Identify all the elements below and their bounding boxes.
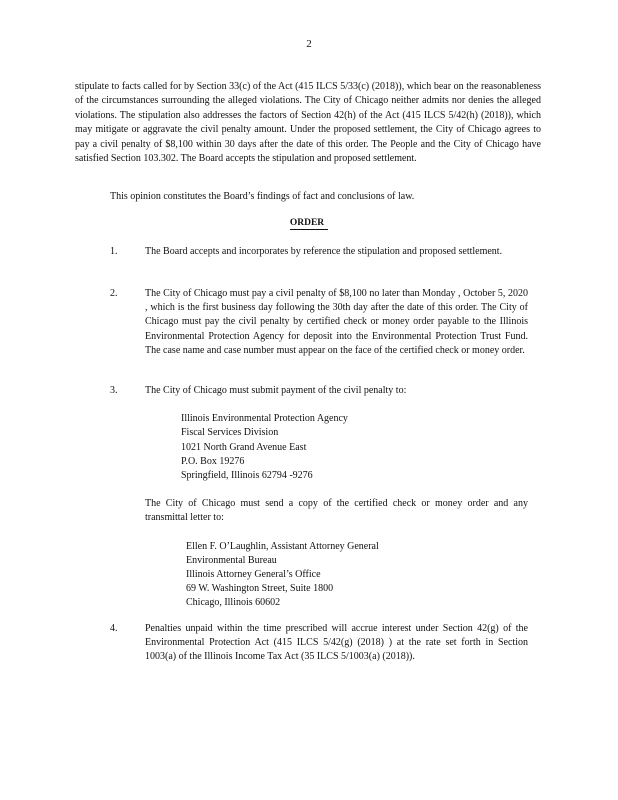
attorney-address-block [186, 540, 528, 611]
item-number: 3. [110, 385, 118, 396]
order-item-3 [110, 384, 530, 614]
address-line: Chicago, Illinois 60602 [186, 597, 281, 609]
opinion-statement: This opinion constitutes the Board’s findings of fact and conclusions of law. [110, 191, 415, 202]
address-line: Springfield, Illinois 62794 -9276 [181, 470, 313, 482]
page-number: 2 [306, 38, 312, 50]
order-item-2 [110, 287, 530, 373]
item-text: The Board accepts and incorporates by reference the stipulation and proposed settlement. [145, 246, 503, 257]
item-3-transmittal-text: The City of Chicago must send a copy of the certified check or money order and any transmittal letter to: [145, 498, 528, 524]
address-line: Environmental Bureau [186, 554, 277, 566]
order-item-4 [110, 622, 530, 682]
item-text [145, 384, 528, 611]
item-text: Penalties unpaid within the time prescribed will accrue interest under Section 42(g) of the Environmental Protection Act (415 ILCS 5/42(g) (2018) ) at the rate set forth in Section 1003(a) of the Illinois Income Tax Act (35 ILCS 5/1003(a) (2018)). [145, 623, 528, 663]
address-line: Ellen F. O’Laughlin, Assistant Attorney General [186, 540, 379, 552]
item-number: 2. [110, 288, 118, 299]
item-text: The City of Chicago must pay a civil penalty of $8,100 no later than Monday , October 5, 2020 , which is the first business day following the 30th day after the date of this order. The City of Chicago must pay the civil penalty by certified check or money order payable to the Illinois Environmental Protection Agency for deposit into the Environmental Protection Trust Fund. The case name and case number must appear on the face of the certified check or money order. [145, 288, 528, 356]
address-line: P.O. Box 19276 [181, 455, 245, 467]
item-number: 4. [110, 623, 118, 634]
order-heading: ORDER [290, 218, 328, 230]
item-number: 1. [110, 246, 118, 257]
item-3-intro-text: The City of Chicago must submit payment of the civil penalty to: [145, 385, 407, 396]
address-line: 69 W. Washington Street, Suite 1800 [186, 583, 334, 595]
address-line: 1021 North Grand Avenue East [181, 441, 307, 453]
order-heading-row [0, 218, 618, 228]
address-line: Illinois Attorney General’s Office [186, 569, 321, 581]
intro-paragraph: stipulate to facts called for by Section 33(c) of the Act (415 ILCS 5/33(c) (2018)), which bear on the reasonableness of the circumstances surrounding the alleged violations. The City of Chicago neither admits nor denies the alleged violations. The stipulation also addresses the factors of Section 42(h) of the Act (415 ILCS 5/42(h) (2018)), which may mitigate or aggravate the civil penalty amount. Under the proposed settlement, the City of Chicago agrees to pay a civil penalty of $8,100 within 30 days after the date of this order. The People and the City of Chicago have satisfied Section 103.302. The Board accepts the stipulation and proposed settlement. [75, 81, 541, 165]
order-item-1 [110, 245, 530, 275]
address-line: Fiscal Services Division [181, 427, 279, 439]
epa-address-block [181, 412, 528, 483]
address-line: Illinois Environmental Protection Agency [181, 413, 348, 425]
